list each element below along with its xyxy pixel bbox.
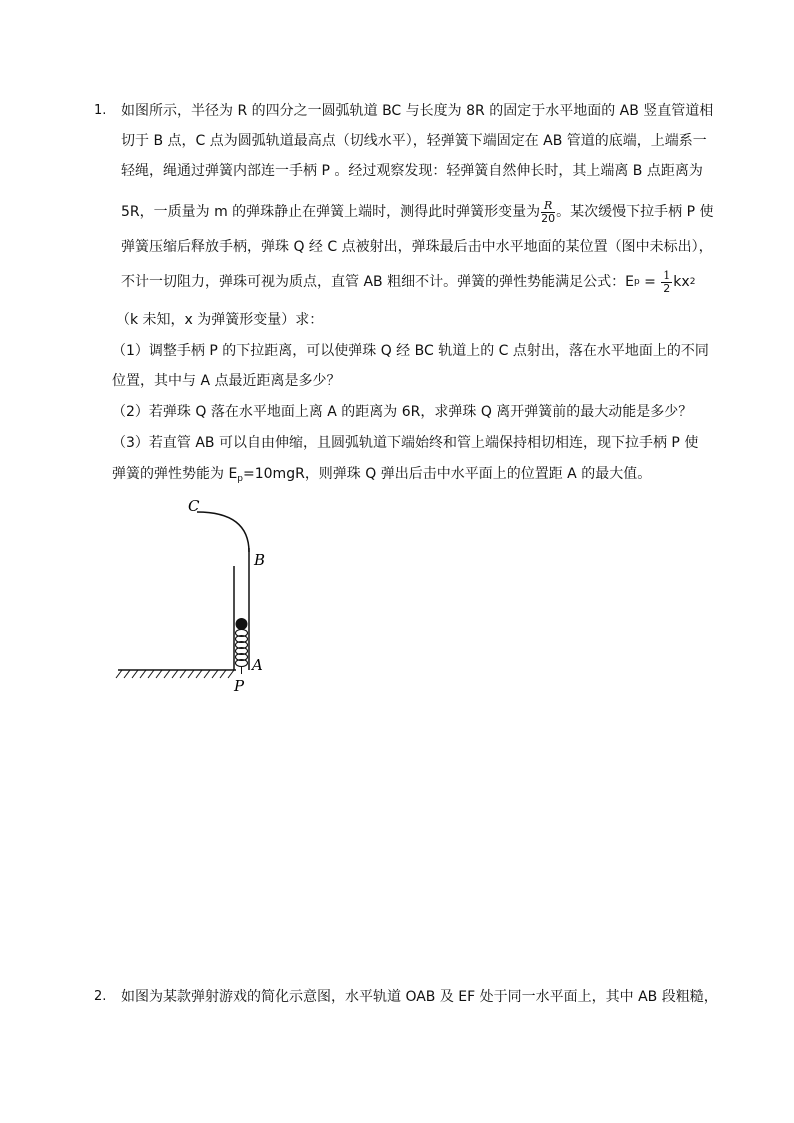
- fraction-r-over-20: [541, 200, 555, 225]
- label-b: B: [254, 551, 266, 569]
- q1-part-3-line-2: [112, 465, 651, 488]
- q1-line-3: 轻绳，绳通过弹簧内部连一手柄 P 。经过观察发现：轻弹簧自然伸长时，其上端离 B 点距离为: [121, 163, 703, 179]
- equals-sign: =: [639, 274, 661, 290]
- q1-line-2: 切于 B 点，C 点为圆弧轨道最高点（切线水平），轻弹簧下端固定在 AB 管道的底端，上端系一: [121, 133, 707, 149]
- spring-launcher-diagram: [110, 490, 290, 700]
- q1-line-1: 如图所示，半径为 R 的四分之一圆弧轨道 BC 与长度为 8R 的固定于水平地面的 AB 竖直管道相: [121, 103, 714, 119]
- label-p: P: [234, 677, 245, 695]
- q1-part-1-line-2: 位置，其中与 A 点最近距离是多少？: [112, 373, 341, 389]
- q1-line-5: 弹簧压缩后释放手柄，弹珠 Q 经 C 点被射出，弹珠最后击中水平地面的某位置（图中未标出），: [121, 239, 713, 255]
- fraction-numerator: R: [541, 200, 555, 213]
- question-number: 2.: [94, 989, 107, 1004]
- label-c: C: [188, 497, 200, 515]
- spring: [236, 630, 248, 667]
- question-number: 1.: [94, 103, 107, 118]
- q1-part-1-line-1: （1）调整手柄 P 的下拉距离，可以使弹珠 Q 经 BC 轨道上的 C 点射出，落在水平地面上的不同: [112, 343, 709, 359]
- fraction-denominator: 20: [541, 211, 556, 225]
- q1-part-3-post: =10mgR，则弹珠 Q 弹出后击中水平面上的位置距 A 的最大值。: [243, 466, 652, 482]
- fraction-numerator: 1: [663, 268, 671, 282]
- q1-line-7: （k 未知，x 为弹簧形变量）求：: [116, 312, 324, 328]
- ball-q: [236, 618, 248, 630]
- q1-line-6-pre: 不计一切阻力，弹珠可视为质点，直管 AB 粗细不计。弹簧的弹性势能满足公式：E: [121, 274, 634, 290]
- superscript-2: 2: [689, 277, 696, 287]
- subscript-p: p: [237, 474, 244, 484]
- q1-part-3-pre: 弹簧的弹性势能为 E: [112, 466, 238, 482]
- subscript-p: p: [633, 277, 640, 287]
- fraction-denominator: 2: [663, 281, 671, 295]
- q1-line-4-post: 。某次缓慢下拉手柄 P 使: [556, 204, 714, 220]
- q1-line-4-pre: 5R，一质量为 m 的弹珠静止在弹簧上端时，测得此时弹簧形变量为: [121, 204, 541, 220]
- label-a: A: [252, 656, 263, 674]
- q2-line-1: 如图为某款弹射游戏的简化示意图，水平轨道 OAB 及 EF 处于同一水平面上，其中 AB 段粗糙，: [121, 989, 718, 1005]
- kx-text: kx: [673, 274, 690, 290]
- fraction-one-half: [661, 270, 672, 295]
- q1-part-3-line-1: （3）若直管 AB 可以自由伸缩，且圆弧轨道下端始终和管上端保持相切相连，现下拉手柄 P 使: [112, 435, 699, 451]
- q1-line-6: [121, 264, 695, 300]
- q1-line-4: [121, 194, 714, 230]
- q1-part-2: （2）若弹珠 Q 落在水平地面上离 A 的距离为 6R，求弹珠 Q 离开弹簧前的最大动能是多少？: [112, 404, 693, 420]
- ground-hatching: [116, 670, 234, 678]
- arc-track-bc: [197, 512, 249, 552]
